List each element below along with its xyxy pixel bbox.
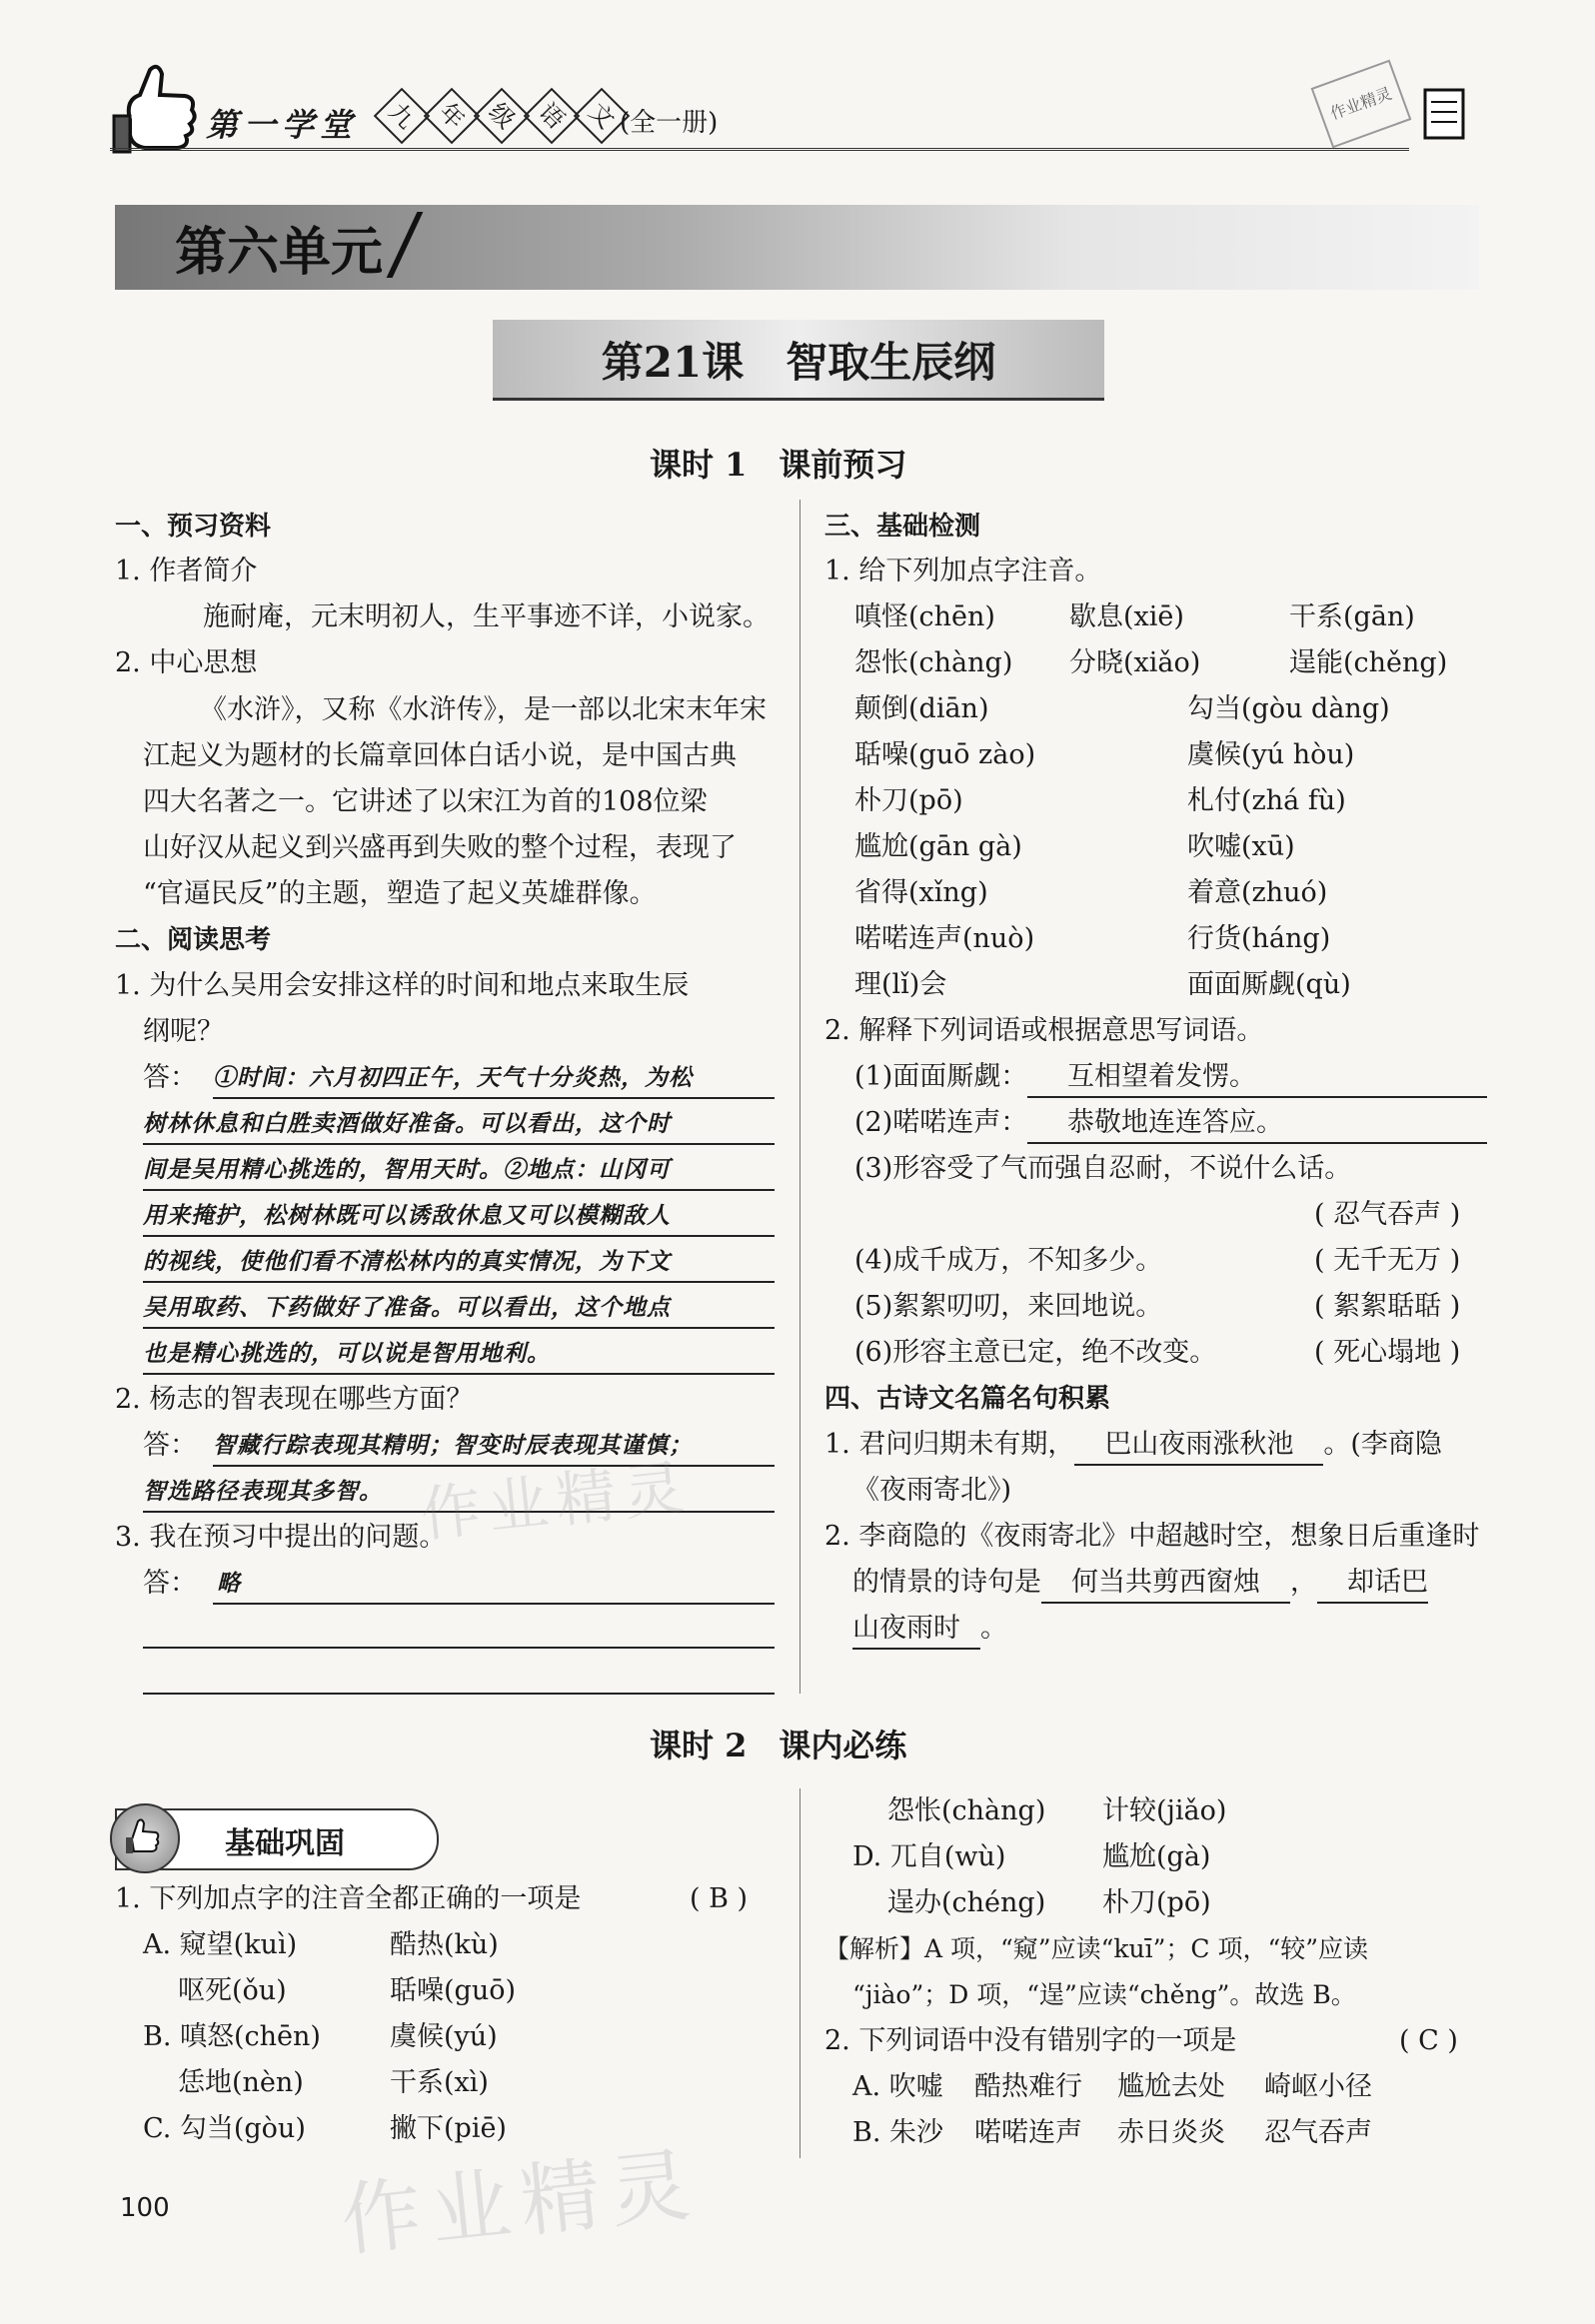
s4-q2-answer2b: 山夜雨时 bbox=[852, 1610, 980, 1650]
s3-q2-item: (3)形容受了气而强自忍耐，不说什么话。 bbox=[854, 1153, 1352, 1184]
ll-option: 撇下(piē) bbox=[390, 2113, 507, 2144]
s4-q1-pre: 1. 君问归期未有期， bbox=[824, 1429, 1075, 1460]
pinyin-item: 行货(háng) bbox=[1187, 923, 1331, 954]
s3-q1: 1. 给下列加点字注音。 bbox=[824, 556, 1102, 586]
s3-q2-answer-text: 无千无万 bbox=[1333, 1245, 1442, 1276]
column-divider-2 bbox=[799, 1788, 800, 2158]
s2-heading: 二、阅读思考 bbox=[115, 925, 272, 955]
period1-title: 课时 1 课前预习 bbox=[650, 446, 907, 484]
lr-analysis: “jiào”；D 项，“逞”应读“chěng”。故选 B。 bbox=[852, 1980, 1356, 2009]
lesson-title: 第21课 智取生辰纲 bbox=[601, 338, 996, 387]
lr-option: 尴尬(gà) bbox=[1102, 1841, 1211, 1872]
s1-q2-line: “官逼民反”的主题，塑造了起义英雄群像。 bbox=[143, 878, 657, 909]
s4-q1-source: 《夜雨寄北》) bbox=[852, 1475, 1012, 1506]
lr-option: 逞办(chéng) bbox=[887, 1887, 1046, 1918]
s1-q2-line: 江起义为题材的长篇章回体白话小说，是中国古典 bbox=[143, 740, 737, 771]
notebook-icon bbox=[1419, 84, 1469, 144]
pinyin-item: 面面厮觑(qù) bbox=[1187, 969, 1351, 1000]
grade-char: 文 bbox=[574, 88, 631, 145]
lr-q2-option: A. 吹嘘 bbox=[852, 2071, 943, 2102]
ll-option: 干系(xì) bbox=[390, 2067, 489, 2098]
ll-option: 虞候(yú) bbox=[390, 2021, 498, 2052]
s2-q1-line: 纲呢？ bbox=[143, 1016, 224, 1047]
header-rule bbox=[110, 148, 1409, 151]
lr-q2-option: 酷热难行 bbox=[974, 2071, 1082, 2102]
s3-q2-answer: ( 絮絮聒聒 ) bbox=[1314, 1291, 1461, 1322]
watermark: 作业精灵 bbox=[336, 2137, 705, 2268]
s1-q2-line: 山好汉从起义到兴盛再到失败的整个过程，表现了 bbox=[143, 832, 737, 863]
pinyin-item: 朴刀(pō) bbox=[854, 785, 963, 816]
s3-q2-answer-text: 絮絮聒聒 bbox=[1333, 1291, 1442, 1322]
s2-a1-line: 用来掩护，松树林既可以诱敌休息又可以模糊敌人 bbox=[143, 1197, 775, 1237]
ll-q1: 1. 下列加点字的注音全都正确的一项是 bbox=[115, 1883, 582, 1914]
lr-analysis: 【解析】A 项，“窥”应读“kuī”；C 项，“较”应读 bbox=[824, 1934, 1369, 1963]
pinyin-item: 尴尬(gān gà) bbox=[854, 831, 1022, 862]
ll-option: 酷热(kù) bbox=[390, 1929, 499, 1960]
pinyin-item: 省得(xǐng) bbox=[854, 877, 988, 908]
thumbs-up-icon bbox=[110, 60, 200, 160]
s4-q1 bbox=[824, 1426, 1442, 1466]
s4-q1-post: 。(李商隐 bbox=[1323, 1429, 1442, 1460]
watermark: 作业精灵 bbox=[417, 1452, 696, 1551]
s2-a2-line: 智选路径表现其多智。 bbox=[143, 1473, 775, 1513]
pinyin-item: 颠倒(diān) bbox=[854, 693, 989, 724]
grade-char: 级 bbox=[474, 88, 531, 145]
answer-blank-line bbox=[143, 1647, 775, 1649]
pinyin-item: 干系(gān) bbox=[1289, 601, 1415, 632]
s2-q1-line: 1. 为什么吴用会安排这样的时间和地点来取生辰 bbox=[115, 970, 690, 1001]
s3-q2-answer: ( 忍气吞声 ) bbox=[1314, 1199, 1461, 1230]
s2-a3: 略 bbox=[213, 1565, 775, 1605]
grade-char: 年 bbox=[424, 88, 481, 145]
s2-q3: 3. 我在预习中提出的问题。 bbox=[115, 1522, 447, 1553]
lr-option: 怨怅(chàng) bbox=[887, 1795, 1046, 1826]
s3-q2-answer: ( 死心塌地 ) bbox=[1314, 1337, 1461, 1368]
lr-option: 朴刀(pō) bbox=[1102, 1887, 1211, 1918]
grade-char: 九 bbox=[374, 88, 431, 145]
s4-q2-answer2a: 却话巴 bbox=[1317, 1564, 1428, 1604]
period2-title: 课时 2 课内必练 bbox=[650, 1727, 907, 1764]
ll-option: 呕死(ǒu) bbox=[178, 1975, 287, 2006]
s4-q2-pre: 的情景的诗句是 bbox=[852, 1567, 1041, 1598]
pinyin-item: 虞候(yú hòu) bbox=[1187, 739, 1355, 770]
column-divider bbox=[799, 500, 800, 1694]
page-number: 100 bbox=[120, 2193, 170, 2223]
lr-q2-option: 尴尬去处 bbox=[1117, 2071, 1225, 2102]
pinyin-item: 喏喏连声(nuò) bbox=[854, 923, 1035, 954]
lr-q2: 2. 下列词语中没有错别字的一项是 bbox=[824, 2025, 1237, 2056]
lr-option: 计较(jiǎo) bbox=[1102, 1795, 1227, 1826]
header-grade bbox=[382, 96, 622, 136]
s1-q1-text: 施耐庵，元末明初人，生平事迹不详，小说家。 bbox=[203, 601, 770, 632]
s3-q2-item: (1)面面厮觑： bbox=[854, 1061, 1028, 1092]
s4-q2-line3 bbox=[852, 1610, 1007, 1650]
lr-q2-option: B. 朱沙 bbox=[852, 2117, 944, 2148]
header-bar bbox=[110, 83, 1469, 158]
ll-option: A. 窥望(kuì) bbox=[143, 1929, 298, 1960]
s2-a1-line: 树林休息和白胜卖酒做好准备。可以看出，这个时 bbox=[143, 1105, 775, 1145]
s1-heading: 一、预习资料 bbox=[115, 512, 272, 542]
ll-option: B. 嗔怒(chēn) bbox=[143, 2021, 321, 2052]
s3-q2-item: (2)喏喏连声： bbox=[854, 1107, 1028, 1138]
lr-q2-option: 喏喏连声 bbox=[974, 2117, 1082, 2148]
answer-blank-line bbox=[143, 1693, 775, 1695]
s4-q2-mid: ， bbox=[1290, 1567, 1317, 1598]
lr-q2-option: 崎岖小径 bbox=[1264, 2071, 1372, 2102]
lr-q2-answer: ( C ) bbox=[1399, 2025, 1458, 2056]
s2-a1-line: 间是吴用精心挑选的，智用天时。②地点：山冈可 bbox=[143, 1151, 775, 1191]
s2-a1-line: ①时间：六月初四正午，天气十分炎热，为松 bbox=[213, 1059, 775, 1099]
s4-q2-answer1: 何当共剪西窗烛 bbox=[1041, 1564, 1290, 1604]
pinyin-item: 着意(zhuó) bbox=[1187, 877, 1328, 908]
s3-q2-item: (4)成千成万，不知多少。 bbox=[854, 1245, 1163, 1276]
s2-a2-label: 答： bbox=[143, 1430, 197, 1461]
pinyin-item: 嗔怪(chēn) bbox=[854, 601, 995, 632]
s1-q2: 2. 中心思想 bbox=[115, 647, 258, 678]
ll-option: C. 勾当(gòu) bbox=[143, 2113, 306, 2144]
ll-option: 聒噪(guō) bbox=[390, 1975, 516, 2006]
thumbs-up-icon bbox=[122, 1815, 164, 1857]
ll-option: 恁地(nèn) bbox=[178, 2067, 304, 2098]
s1-q2-line: 四大名著之一。它讲述了以宋江为首的108位梁 bbox=[143, 786, 708, 817]
s2-q2: 2. 杨志的智表现在哪些方面？ bbox=[115, 1384, 474, 1415]
s3-q2-answer: 互相望着发愣。 bbox=[1027, 1058, 1487, 1098]
s3-q2-item: (6)形容主意已定，绝不改变。 bbox=[854, 1337, 1217, 1368]
pinyin-item: 理(lǐ)会 bbox=[854, 969, 947, 1000]
s3-q2-item: (5)絮絮叨叨，来回地说。 bbox=[854, 1291, 1163, 1322]
pinyin-item: 吹嘘(xū) bbox=[1187, 831, 1295, 862]
pinyin-item: 聒噪(guō zào) bbox=[854, 739, 1036, 770]
header-stamp: 作业精灵 bbox=[1311, 60, 1412, 149]
lr-q2-option: 忍气吞声 bbox=[1264, 2117, 1372, 2148]
s1-q1: 1. 作者简介 bbox=[115, 556, 258, 586]
s2-a1-label: 答： bbox=[143, 1062, 197, 1093]
s1-q2-line: 《水浒》，又称《水浒传》，是一部以北宋末年宋 bbox=[200, 694, 767, 725]
lr-q2-option: 赤日炎炎 bbox=[1117, 2117, 1225, 2148]
s3-q2-answer-text: 忍气吞声 bbox=[1333, 1199, 1442, 1230]
s4-q1-answer: 巴山夜雨涨秋池 bbox=[1074, 1426, 1323, 1466]
pinyin-item: 勾当(gòu dàng) bbox=[1187, 693, 1390, 724]
s3-q2-answer: 恭敬地连连答应。 bbox=[1027, 1104, 1487, 1144]
s4-q2-line2 bbox=[852, 1564, 1428, 1604]
pinyin-item: 怨怅(chàng) bbox=[854, 647, 1013, 678]
header-volume: (全一册) bbox=[620, 108, 719, 138]
s3-q2-answer-text: 死心塌地 bbox=[1333, 1337, 1442, 1368]
lr-option: D. 兀自(wù) bbox=[852, 1841, 1006, 1872]
s4-heading: 四、古诗文名篇名句积累 bbox=[824, 1384, 1111, 1414]
pinyin-item: 分晓(xiǎo) bbox=[1069, 647, 1201, 678]
s3-q2-answer: ( 无千无万 ) bbox=[1314, 1245, 1461, 1276]
s4-q2-post: 。 bbox=[980, 1613, 1007, 1644]
s2-a1-line: 吴用取药、下药做好了准备。可以看出，这个地点 bbox=[143, 1289, 775, 1329]
pinyin-item: 逞能(chěng) bbox=[1289, 647, 1448, 678]
unit-title: 第六单元 bbox=[175, 223, 384, 283]
badge-label: 基础巩固 bbox=[225, 1826, 345, 1861]
s3-heading: 三、基础检测 bbox=[824, 512, 981, 542]
s3-q2: 2. 解释下列词语或根据意思写词语。 bbox=[824, 1015, 1264, 1046]
header-brand: 第一学堂 bbox=[206, 106, 359, 144]
s4-q2-line1: 2. 李商隐的《夜雨寄北》中超越时空，想象日后重逢时 bbox=[824, 1521, 1480, 1552]
s2-a1-line: 也是精心挑选的，可以说是智用地利。 bbox=[143, 1335, 775, 1375]
s2-a1-line: 的视线，使他们看不清松林内的真实情况，为下文 bbox=[143, 1243, 775, 1283]
grade-char: 语 bbox=[524, 88, 581, 145]
s2-a3-label: 答： bbox=[143, 1568, 197, 1599]
pinyin-item: 歇息(xiē) bbox=[1069, 601, 1184, 632]
s2-a2-line: 智藏行踪表现其精明；智变时辰表现其谨慎； bbox=[213, 1427, 775, 1467]
pinyin-item: 札付(zhá fù) bbox=[1187, 785, 1346, 816]
ll-q1-answer: ( B ) bbox=[690, 1883, 749, 1914]
